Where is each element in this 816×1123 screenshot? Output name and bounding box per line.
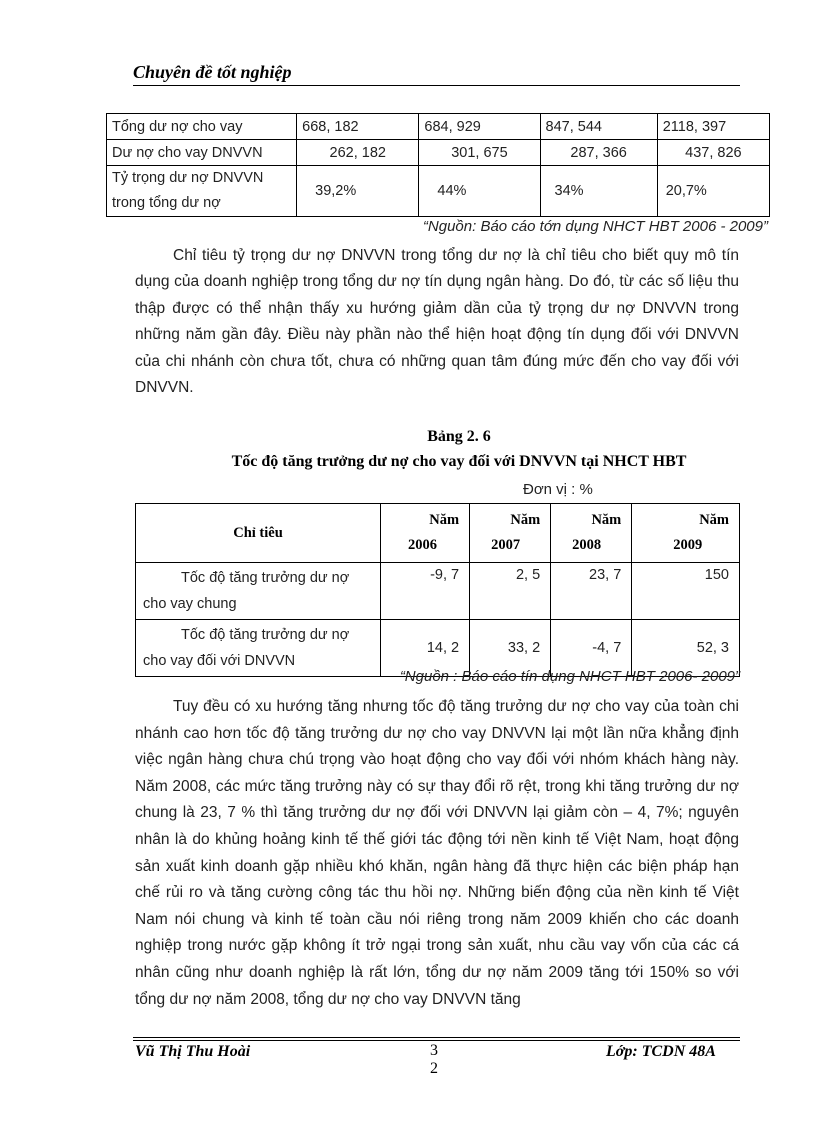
- growth-rate-table: [135, 503, 740, 677]
- column-header: [381, 504, 470, 563]
- year-value: 2008: [572, 537, 602, 553]
- row-label: [107, 166, 297, 217]
- table1-source-note: “Nguồn: Báo cáo tớn dụng NHCT HBT 2006 - 2009”: [422, 218, 768, 235]
- table-cell: 684, 929: [419, 114, 540, 140]
- table-row: [107, 166, 770, 217]
- row-label-line: Tỷ trọng dư nợ DNVVN: [112, 170, 264, 186]
- footer-author: Vũ Thị Thu Hoài: [135, 1043, 251, 1060]
- table-cell: 150: [632, 563, 740, 620]
- loan-balance-table: [106, 113, 770, 217]
- table2-source-note: “Nguồn : Báo cáo tín dụng NHCT HBT 2006- 2009”: [399, 668, 740, 685]
- page-number: [430, 1042, 438, 1078]
- table-cell: -9, 7: [381, 563, 470, 620]
- footer-class: Lớp: TCDN 48A: [606, 1043, 716, 1060]
- table-cell: 437, 826: [657, 140, 769, 166]
- page-number-line: 3: [430, 1042, 438, 1059]
- page-header-title: Chuyên đề tốt nghiệp: [133, 62, 292, 82]
- table-cell: 23, 7: [551, 563, 632, 620]
- column-header: [632, 504, 740, 563]
- column-header: Chỉ tiêu: [136, 504, 381, 563]
- row-label-line: Tốc độ tăng trưởng dư nợ: [181, 627, 350, 643]
- table-cell: 14, 2: [381, 620, 470, 677]
- table-row: [107, 114, 770, 140]
- row-label: [136, 563, 381, 620]
- year-word: Năm: [699, 512, 729, 528]
- table-cell: 39,2%: [297, 166, 419, 217]
- table-row: [107, 140, 770, 166]
- year-value: 2006: [408, 537, 437, 553]
- footer-divider: [133, 1037, 740, 1038]
- table-cell: -4, 7: [551, 620, 632, 677]
- table-cell: 33, 2: [470, 620, 551, 677]
- year-word: Năm: [429, 512, 460, 528]
- table-cell: 287, 366: [540, 140, 657, 166]
- column-header: [551, 504, 632, 563]
- row-label-line: Tốc độ tăng trưởng dư nợ: [181, 570, 350, 586]
- header-divider: [133, 85, 740, 86]
- page-number-line: 2: [430, 1060, 438, 1077]
- row-label-line: cho vay đối với DNVVN: [143, 653, 296, 669]
- table-cell: 2118, 397: [657, 114, 769, 140]
- table-header-row: [136, 504, 740, 563]
- row-label-line: trong tổng dư nợ: [112, 195, 221, 211]
- year-word: Năm: [510, 512, 541, 528]
- year-word: Năm: [591, 512, 622, 528]
- table-cell: 262, 182: [297, 140, 419, 166]
- footer-divider: [133, 1040, 740, 1041]
- table-title: Tốc độ tăng trưởng dư nợ cho vay đối với DNVVN tại NHCT HBT: [231, 453, 687, 470]
- row-label: Dư nợ cho vay DNVVN: [107, 140, 297, 166]
- table-number: Bảng 2. 6: [427, 428, 491, 445]
- table-cell: 301, 675: [419, 140, 540, 166]
- table-cell: 668, 182: [297, 114, 419, 140]
- body-paragraph-2: Tuy đều có xu hướng tăng nhưng tốc độ tăng trưởng dư nợ cho vay của toàn chi nhánh cao hơn tốc độ tăng trưởng dư nợ cho vay DNVVN lại một lần nữa khẳng định việc ngân hàng chưa chú trọng vào hoạt động cho vay đối với nhóm khách hàng này. Năm 2008, các mức tăng trưởng này có sự thay đổi rõ rệt, trong khi tăng trưởng dư nợ chung là 23, 7 % thì tăng trưởng dư nợ đối với DNVVN lại giảm còn – 4, 7%; nguyên nhân là do khủng hoảng kinh tế thế giới tác động tới nền kinh tế Việt Nam, hoạt động sản xuất kinh doanh gặp nhiều khó khăn, ngân hàng đã thực hiện các biện pháp hạn chế rủi ro và tăng cường công tác thu hồi nợ. Những biến động của nền kinh tế Việt Nam nói chung và kinh tế toàn cầu nói riêng trong năm 2009 khiến cho các doanh nghiệp trong nước gặp không ít trở ngại trong sản xuất, nhu cầu vay vốn của các cá nhân cũng như doanh nghiệp là rất lớn, tổng dư nợ năm 2009 tăng tới 150% so với tổng dư nợ năm 2008, tổng dư nợ cho vay DNVVN tăng: [135, 698, 739, 1008]
- table-cell: 44%: [419, 166, 540, 217]
- year-value: 2007: [491, 537, 521, 553]
- body-paragraph-1: Chỉ tiêu tỷ trọng dư nợ DNVVN trong tổng dư nợ là chỉ tiêu cho biết quy mô tín dụng của doanh nghiệp trong tổng dư nợ tín dụng ngân hàng. Do đó, từ các số liệu thu thập được có thể nhận thấy xu hướng giảm dần của tỷ trọng dư nợ DNVVN trong những năm gần đây. Điều này phần nào thể hiện hoạt động tín dụng đối với DNVVN của chi nhánh còn chưa tốt, chưa có những quan tâm đúng mức đến cho vay đối với DNVVN.: [135, 247, 739, 397]
- table-cell: 847, 544: [540, 114, 657, 140]
- unit-label: Đơn vị : %: [523, 481, 593, 498]
- row-label: Tổng dư nợ cho vay: [107, 114, 297, 140]
- row-label: [136, 620, 381, 677]
- table-cell: 52, 3: [632, 620, 740, 677]
- column-header: [470, 504, 551, 563]
- table-cell: 20,7%: [657, 166, 769, 217]
- row-label-line: cho vay chung: [143, 596, 237, 612]
- table-row: [136, 563, 740, 620]
- year-value: 2009: [673, 537, 703, 553]
- table-cell: 34%: [540, 166, 657, 217]
- table-cell: 2, 5: [470, 563, 551, 620]
